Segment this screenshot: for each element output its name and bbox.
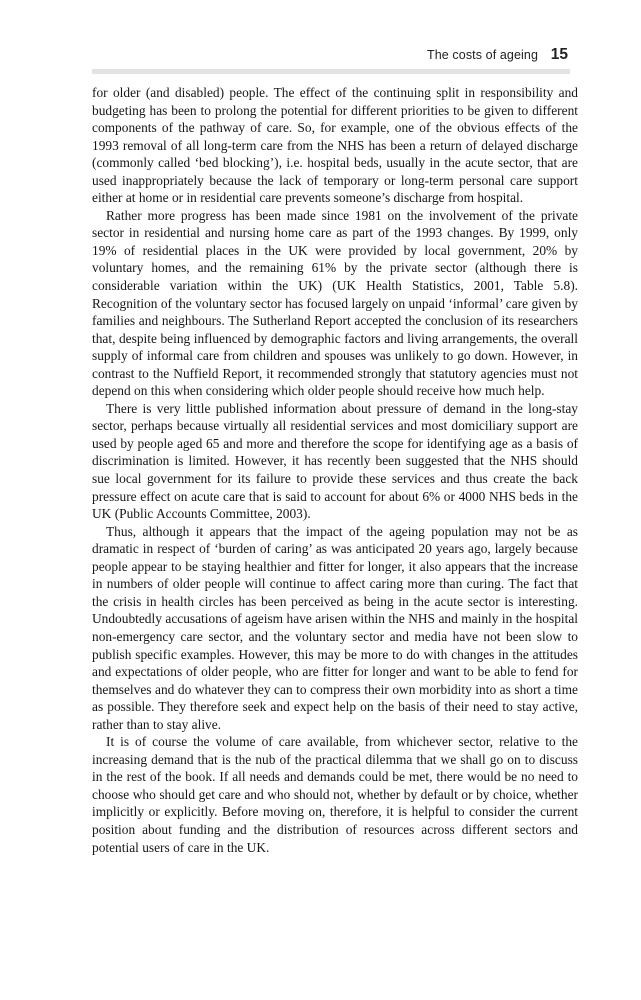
paragraph-5: It is of course the volume of care available, from whichever sector, relative to the increasing demand that is the nub of the practical dilemma that we shall go on to discuss in the rest of the book. If all needs and demands could be met, there would be no need to choose who should get care and who should not, whether by default or by choice, whether implicitly or explicitly. Before moving on, therefore, it is helpful to consider the current position about funding and the distribution of resources across different sectors and potential users of care in the UK. <box>92 734 578 855</box>
running-title: The costs of ageing <box>427 48 538 62</box>
paragraph-1: for older (and disabled) people. The effect of the continuing split in responsibility and budgeting has been to prolong the potential for different priorities to be given to different components of the pathway of care. So, for example, one of the obvious effects of the 1993 removal of all long-term care from the NHS has been a return of delayed discharge (commonly called ‘bed blocking’), i.e. hospital beds, usually in the acute sector, that are used inappropriately because the lack of temporary or long-term personal care support either at home or in residential care prevents someone’s discharge from hospital. <box>92 85 578 206</box>
body-text <box>92 84 578 856</box>
paragraph-2: Rather more progress has been made since 1981 on the involvement of the private sector in residential and nursing home care as part of the 1993 changes. By 1999, only 19% of residential places in the UK were provided by local government, 20% by voluntary homes, and the remaining 61% by the private sector (although there is considerable variation within the UK) (UK Health Statistics, 2001, Table 5.8). Recognition of the voluntary sector has focused largely on unpaid ‘informal’ care given by families and neighbours. The Sutherland Report accepted the conclusion of its researchers that, despite being influenced by demographic factors and living arrangements, the overall supply of informal care from children and spouses was unlikely to go down. However, in contrast to the Nuffield Report, it recommended strongly that statutory agencies must not depend on this when considering which older people should receive how much help. <box>92 207 578 399</box>
header-rule <box>92 69 570 74</box>
paragraph-3: There is very little published information about pressure of demand in the long-stay sector, perhaps because virtually all residential services and most domiciliary support are used by people aged 65 and more and therefore the scope for identifying age as a basis of discrimination is limited. However, it has recently been suggested that the NHS should sue local government for its failure to provide these services and thus create the back pressure effect on acute care that is said to account for about 6% or 4000 NHS beds in the UK (Public Accounts Committee, 2003). <box>92 400 578 522</box>
page-number: 15 <box>550 46 568 63</box>
running-header <box>92 48 570 68</box>
paragraph-4: Thus, although it appears that the impact of the ageing population may not be as dramatic in respect of ‘burden of caring’ as was anticipated 20 years ago, largely because people appear to be staying healthier and fitter for longer, it also appears that the increase in numbers of older people will continue to affect caring more than curing. The fact that the crisis in health circles has been perceived as being in the acute sector is interesting. Undoubtedly accusations of ageism have arisen within the NHS and mainly in the hospital non-emergency care sector, and the voluntary sector and media have not been slow to publish specific examples. However, this may be more to do with changes in the attitudes and expectations of older people, who are fitter for longer and want to be able to fend for themselves and do whatever they can to compress their own morbidity into as short a time as possible. They therefore seek and expect help on the basis of their need to stay active, rather than to stay alive. <box>92 523 578 732</box>
